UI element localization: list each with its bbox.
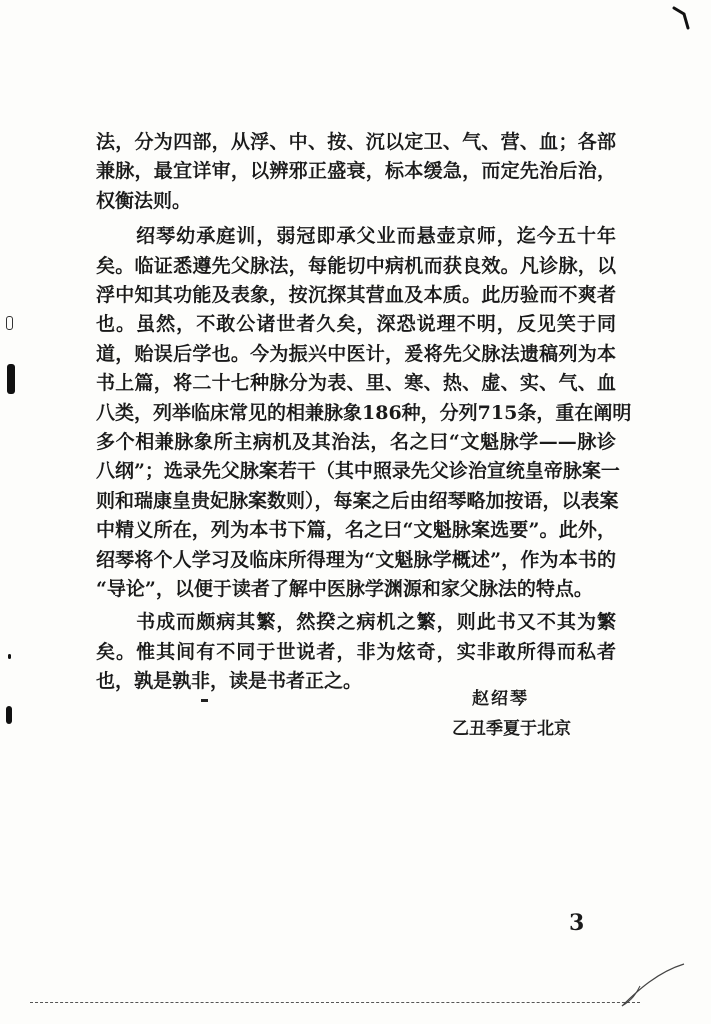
text-line: 浮中知其功能及表象，按沉探其营血及本质。此历验而不爽者: [96, 284, 616, 306]
stray-dash-mark: [201, 699, 208, 702]
text-line: “导论”，以便于读者了解中医脉学渊源和家父脉法的特点。: [96, 578, 593, 600]
text-line: 兼脉，最宜详审，以辨邪正盛衰，标本缓急，而定先治后治，: [96, 160, 616, 182]
page-number: 3: [569, 910, 585, 936]
text-line: 多个相兼脉象所主病机及其治法，名之曰“文魁脉学——脉诊: [96, 431, 616, 453]
binding-hole-mark: [7, 364, 15, 394]
text-line: 矣。惟其间有不同于世说者，非为炫奇，实非敢所得而私者: [96, 641, 616, 663]
text-line: 绍琴将个人学习及临床所得理为“文魁脉学概述”，作为本书的: [96, 549, 616, 571]
binding-hole-mark: [6, 706, 12, 724]
binding-hole-mark: [6, 316, 13, 330]
binding-hole-mark: [8, 654, 11, 659]
text-line: 权衡法则。: [96, 190, 192, 212]
author-signature: 赵绍琴: [472, 689, 529, 709]
text-line: 法，分为四部，从浮、中、按、沉以定卫、气、营、血；各部: [96, 131, 616, 153]
text-line: 八纲”；选录先父脉案若干（其中照录先父诊治宣统皇帝脉案一: [96, 460, 620, 482]
text-line: 则和瑞康皇贵妃脉案数则），每案之后由绍琴略加按语，以表案: [96, 490, 619, 512]
text-line: 道，贻误后学也。今为振兴中医计，爰将先父脉法遗稿列为本: [96, 343, 616, 365]
text-line: 中精义所在，列为本书下篇，名之曰“文魁脉案选要”。此外，: [96, 519, 616, 541]
text-line: 绍琴幼承庭训，弱冠即承父业而悬壶京师，迄今五十年: [96, 225, 616, 247]
text-line: 书上篇，将二十七种脉分为表、里、寒、热、虚、实、气、血: [96, 372, 616, 394]
text-line: 也。虽然，不敢公诸世者久矣，深恐说理不明，反见笑于同: [96, 313, 616, 335]
text-line: 书成而颇病其繁，然揆之病机之繁，则此书又不其为繁: [96, 611, 616, 633]
date-place-signature: 乙丑季夏于北京: [452, 719, 571, 739]
page-bottom-edge: [30, 1002, 640, 1003]
text-line: 也，孰是孰非，读是书者正之。: [96, 670, 363, 692]
text-line: 八类，列举临床常见的相兼脉象186种，分列715条，重在阐明: [96, 402, 632, 424]
page-curl-corner-icon: [618, 960, 688, 1010]
text-line: 矣。临证悉遵先父脉法，每能切中病机而获良效。凡诊脉，以: [96, 255, 616, 277]
corner-fold-mark-icon: [672, 4, 694, 30]
